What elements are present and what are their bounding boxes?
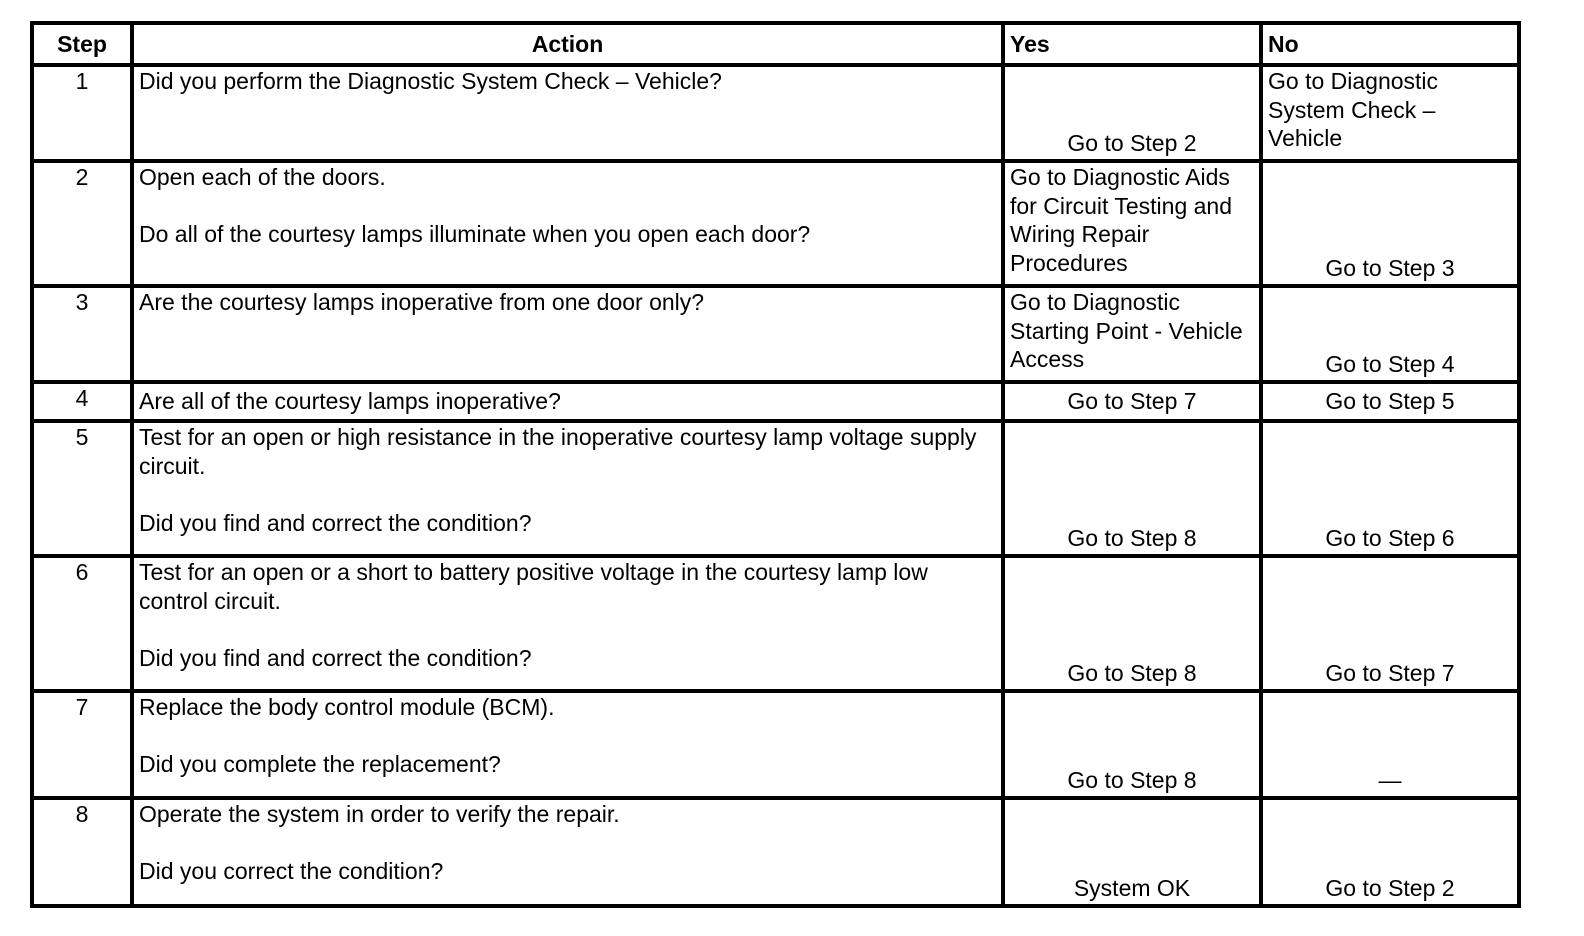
header-yes: Yes — [1003, 23, 1261, 65]
yes-text: Go to Step 2 — [1067, 129, 1197, 156]
action-text: Did you perform the Diagnostic System Check – Vehicle? — [139, 68, 722, 94]
no-cell — [1261, 161, 1519, 286]
yes-cell — [1003, 421, 1261, 556]
action-text: Are the courtesy lamps inoperative from one door only? — [139, 289, 705, 315]
action-text: Operate the system in order to verify the repair. — [139, 801, 620, 827]
action-text: Test for an open or a short to battery positive voltage in the courtesy lamp low control circuit. — [139, 559, 928, 614]
yes-text: Go to Step 8 — [1067, 659, 1197, 686]
no-text: Go to Step 6 — [1325, 524, 1455, 551]
step-number: 2 — [32, 161, 132, 286]
yes-cell — [1003, 382, 1261, 421]
action-cell — [132, 691, 1003, 798]
step-number: 8 — [32, 798, 132, 906]
table-row — [32, 161, 1519, 286]
step-number: 6 — [32, 556, 132, 691]
step-number: 1 — [32, 65, 132, 161]
action-cell — [132, 65, 1003, 161]
action-question: Did you correct the condition? — [139, 858, 444, 884]
no-text: Go to Diagnostic System Check – Vehicle — [1268, 68, 1439, 151]
action-question: Do all of the courtesy lamps illuminate when you open each door? — [139, 221, 811, 247]
no-text: Go to Step 5 — [1325, 388, 1455, 415]
action-text: Open each of the doors. — [139, 164, 386, 190]
action-cell — [132, 161, 1003, 286]
action-cell — [132, 556, 1003, 691]
no-cell — [1261, 691, 1519, 798]
yes-text: Go to Step 8 — [1067, 766, 1197, 793]
no-cell — [1261, 421, 1519, 556]
action-text: Are all of the courtesy lamps inoperative? — [139, 388, 561, 415]
yes-cell — [1003, 691, 1261, 798]
header-step: Step — [32, 23, 132, 65]
yes-text: Go to Step 8 — [1067, 524, 1197, 551]
yes-cell — [1003, 161, 1261, 286]
step-number: 4 — [32, 382, 132, 421]
table-row — [32, 691, 1519, 798]
no-text: — — [1378, 766, 1402, 793]
diagnostic-table — [30, 21, 1521, 908]
header-no: No — [1261, 23, 1519, 65]
action-text: Replace the body control module (BCM). — [139, 694, 555, 720]
no-cell — [1261, 382, 1519, 421]
header-row — [32, 23, 1519, 65]
no-text: Go to Step 7 — [1325, 659, 1455, 686]
yes-text: Go to Diagnostic Aids for Circuit Testing and Wiring Repair Procedures — [1010, 164, 1233, 276]
step-number: 3 — [32, 286, 132, 382]
action-question: Did you complete the replacement? — [139, 751, 501, 777]
yes-cell — [1003, 286, 1261, 382]
no-text: Go to Step 3 — [1325, 254, 1455, 281]
yes-text: Go to Step 7 — [1067, 388, 1197, 415]
no-text: Go to Step 4 — [1325, 350, 1455, 377]
yes-cell — [1003, 556, 1261, 691]
no-text: Go to Step 2 — [1325, 874, 1455, 901]
action-question: Did you find and correct the condition? — [139, 644, 532, 671]
yes-text: System OK — [1073, 874, 1191, 901]
table-row — [32, 421, 1519, 556]
table-row — [32, 382, 1519, 421]
action-cell — [132, 798, 1003, 906]
step-number: 5 — [32, 421, 132, 556]
header-action: Action — [132, 23, 1003, 65]
action-question: Did you find and correct the condition? — [139, 509, 532, 536]
table-row — [32, 65, 1519, 161]
no-cell — [1261, 65, 1519, 161]
no-cell — [1261, 798, 1519, 906]
yes-cell — [1003, 798, 1261, 906]
no-cell — [1261, 286, 1519, 382]
action-text: Test for an open or high resistance in the inoperative courtesy lamp voltage supply circuit. — [139, 424, 977, 479]
action-cell — [132, 382, 1003, 421]
action-cell — [132, 286, 1003, 382]
yes-text: Go to Diagnostic Starting Point - Vehicle Access — [1010, 289, 1243, 372]
table-row — [32, 556, 1519, 691]
no-cell — [1261, 556, 1519, 691]
action-cell — [132, 421, 1003, 556]
step-number: 7 — [32, 691, 132, 798]
yes-cell — [1003, 65, 1261, 161]
table-row — [32, 286, 1519, 382]
table-row — [32, 798, 1519, 906]
